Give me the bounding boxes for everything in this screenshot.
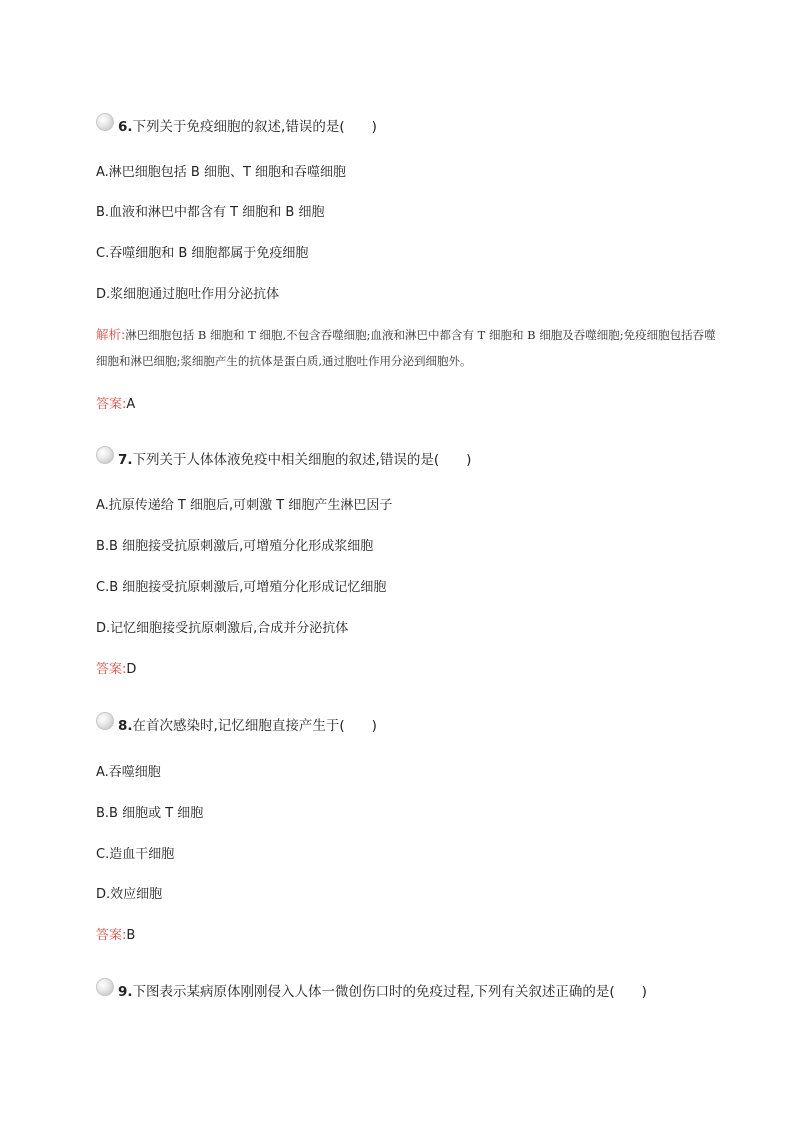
question-text: 下列关于人体体液免疫中相关细胞的叙述,错误的是( ) [132, 452, 472, 468]
option-c: C.吞噬细胞和 B 细胞都属于免疫细胞 [96, 246, 309, 261]
circle-bullet-icon [96, 978, 114, 996]
answer [96, 660, 136, 680]
question-number: 6. [118, 119, 133, 135]
explanation [96, 322, 716, 374]
option-d: D.记忆细胞接受抗原刺激后,合成并分泌抗体 [96, 621, 349, 636]
circle-bullet-icon [96, 712, 114, 730]
question-text: 在首次感染时,记忆细胞直接产生于( ) [132, 718, 377, 734]
option-a: A.吞噬细胞 [96, 765, 161, 780]
explanation-text: 淋巴细胞包括 B 细胞和 T 细胞,不包含吞噬细胞;血液和淋巴中都含有 T 细胞和 B 细胞及吞噬细胞;免疫细胞包括吞噬细胞和淋巴细胞;浆细胞产生的抗体是蛋白质,通过胞吐作用分泌到细胞外。 [96, 328, 716, 368]
option-c: C.造血干细胞 [96, 847, 175, 862]
question-number: 9. [118, 984, 133, 1000]
question-text: 下图表示某病原体刚刚侵入人体一微创伤口时的免疫过程,下列有关叙述正确的是( ) [132, 984, 647, 1000]
option-c: C.B 细胞接受抗原刺激后,可增殖分化形成记忆细胞 [96, 580, 387, 595]
option-b: B.血液和淋巴中都含有 T 细胞和 B 细胞 [96, 205, 325, 220]
option-b: B.B 细胞接受抗原刺激后,可增殖分化形成浆细胞 [96, 539, 374, 554]
answer-label: 答案: [96, 397, 127, 412]
answer-value: A [126, 397, 136, 412]
option-d: D.浆细胞通过胞吐作用分泌抗体 [96, 287, 280, 302]
answer [96, 926, 135, 946]
answer-label: 答案: [96, 662, 127, 677]
answer-label: 答案: [96, 928, 127, 943]
option-d: D.效应细胞 [96, 887, 163, 902]
option-b: B.B 细胞或 T 细胞 [96, 806, 204, 821]
answer [96, 395, 135, 415]
question-number: 8. [118, 718, 133, 734]
answer-value: B [126, 928, 136, 943]
option-a: A.抗原传递给 T 细胞后,可刺激 T 细胞产生淋巴因子 [96, 498, 393, 513]
answer-value: D [126, 662, 137, 677]
option-a: A.淋巴细胞包括 B 细胞、T 细胞和吞噬细胞 [96, 165, 347, 180]
question-number: 7. [118, 452, 133, 468]
circle-bullet-icon [96, 113, 114, 131]
circle-bullet-icon [96, 446, 114, 464]
question-text: 下列关于免疫细胞的叙述,错误的是( ) [132, 119, 377, 135]
explanation-label: 解析: [96, 327, 126, 342]
